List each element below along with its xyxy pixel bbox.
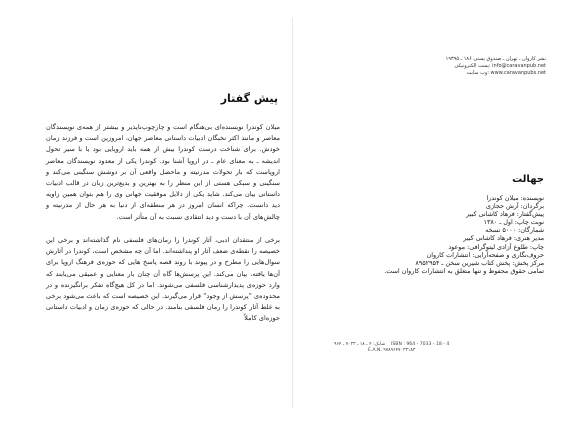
ean: E.A.N. ۹۷۸۹۶۴۷۰۳۳۱۸۳ (368, 348, 416, 353)
credit-author: نویسنده: میلان کوندرا (486, 194, 544, 202)
isbn-block (334, 342, 449, 354)
publisher-address: نشر کاروان ـ تهران ـ صندوق پستی ۱۸۶ ـ ۱۹۳۹۵ (445, 56, 546, 62)
publisher-info (346, 56, 546, 77)
right-page (310, 24, 546, 404)
copyright-notice: تمامی حقوق محفوظ و تنها متعلق به انتشارات کاروان است. (384, 266, 544, 275)
credits-list (314, 194, 544, 275)
publisher-website: www.caravanpubs.net :وب سایت (466, 70, 546, 76)
credit-edition: نوبت چاپ: اول ـ ۱۳۸۰ (483, 218, 544, 227)
preface-paragraph-1: میلان کوندرا نویسنده‌ای بی‌هنگام است و چارچوب‌ناپذیر و بیشتر از همه‌ی نویسندگان معاصر و مانند اکثر نخبگان ادبیات داستانی معاصر جهان، امروزین است و فرزند زمان خودش. برای شناخت درست کوندرا بیش از همه باید اروپایی بود یا با سیر تحول اندیشه ـ به معنای عام ـ در اروپا آشنا بود. کوندرا یکی از معدود نویسندگان معاصر اروپاست که بار تحولات مدرنیته و ماحصل واقعی آن بر دوشش سنگینی می‌کند و سنگینی و سبکی هستی از این منظر را به بهترین و بدیع‌ترین زبان در قالب ادبیات داستانی بیان می‌کند. شاید یکی از دلایل موفقیت جهانی وی را هم بتوان همین زاویه دید دانست. چراکه انسان امروز در هر منطقه‌ای از دنیا به هر حال از مدرنیته و چالش‌های آن با دست و دید انتقادی نسبت به آن متأثر است. (46, 123, 280, 221)
publisher-email: info@caravanpub.net :پست الکترونیکی (454, 63, 546, 69)
isbn-fa: شابک: ۴ ـ ۱۸ ـ ۷۰۳۳ ـ ۹۶۴ (334, 342, 386, 347)
page-gutter (292, 18, 293, 408)
isbn-en: ISBN : 964 - 7033 - 18 - 4 (391, 342, 450, 347)
preface-paragraph-2: برخی از منتقدان ادبی، آثار کوندرا را رمان‌های فلسفی نام گذاشته‌اند و برخی این خصیصه را نقطه‌ی ضعف آثار او پنداشته‌اند. اما آن چه مشخص است، کوندرا در آثارش سوال‌هایی را مطرح و در پیوند با روند قصه پاسخ هایی که حوزه‌ی فرهنگ اروپا برای آن‌ها یافته، بیان می‌کند. این پرسش‌ها گاه آن چنان بار معنایی و عمیقی می‌یابند که وارد حوزه‌ی پدیدارشناسی فلسفی می‌شوند. اما در کل هیچ‌گاه تفکر برانگیزنده و در محدوده‌ی "پرسش از وجود" قرار می‌گیرند. این خصیصه است که باعث می‌شود برخی به غلط آثار کوندرا را رمان فلسفی بنامند. در حالی که حوزه‌ی زمان و ادبیات داستانی حوزه‌ای کاملاً (46, 236, 280, 323)
left-page (44, 24, 280, 404)
credit-preface: پیش‌گفتار: فرهاد کاشانی کبیر (466, 210, 544, 219)
credit-typesetting: حروف‌نگاری و صفحه‌آرایی: انتشارات کاروان (426, 250, 544, 259)
credit-print-run: شمارگان: ۵۰۰۰ نسخه (485, 226, 544, 235)
book-title: جهالت (512, 174, 544, 185)
credit-art-director: مدیر هنری: فرهاد کاشانی کبیر (463, 234, 544, 243)
chapter-title: پیش گفتار (220, 92, 278, 105)
credit-printing: چاپ: طلوع آزادی لیتوگرافی: موعود (448, 242, 544, 251)
credit-translator: برگردان: آرش حجازی (485, 202, 544, 211)
credit-distribution: مرکز پخش: پخش کتاب شیرین سخن ـ ۸۹۵۲۹۵۴ (415, 258, 544, 267)
